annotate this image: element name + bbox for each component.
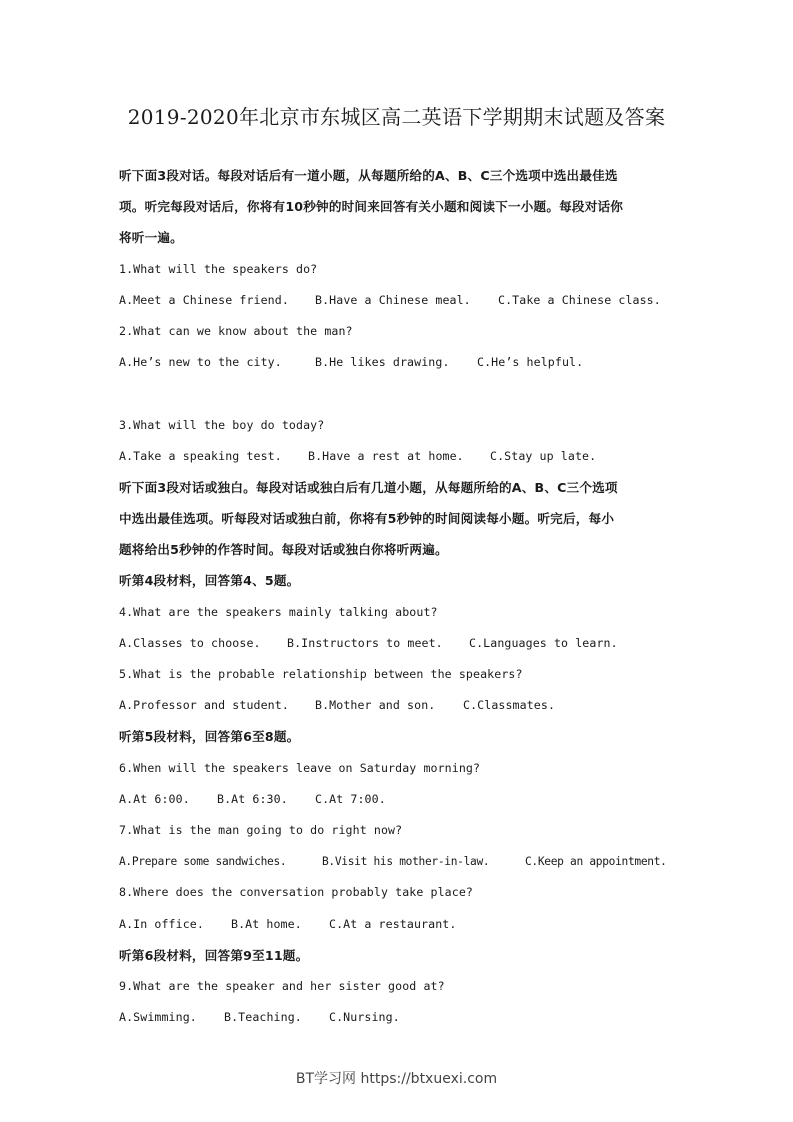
question-2-options	[119, 347, 679, 378]
blank-line	[119, 378, 679, 409]
question-8-option-a: A.In office.	[119, 916, 204, 931]
question-4-option-b: B.Instructors to meet.	[287, 635, 443, 650]
question-6-option-a: A.At 6:00.	[119, 791, 190, 806]
question-4-option-c: C.Languages to learn.	[469, 635, 618, 650]
section2-instruction-line-1: 听下面3段对话或独白。每段对话或独白后有几道小题，从每题所给的A、B、C三个选项	[119, 479, 618, 495]
section2-instruction-line-2: 中选出最佳选项。听每段对话或独白前，你将有5秒钟的时间阅读每小题。听完后，每小	[119, 511, 615, 527]
question-3-options	[119, 441, 679, 472]
question-6: 6.When will the speakers leave on Saturday morning?	[119, 760, 481, 775]
question-4-options	[119, 628, 679, 659]
question-1-option-b: B.Have a Chinese meal.	[315, 292, 471, 307]
question-9-option-c: C.Nursing.	[329, 1010, 400, 1025]
question-5-options	[119, 690, 679, 721]
question-2: 2.What can we know about the man?	[119, 323, 353, 338]
question-3-option-c: C.Stay up late.	[490, 448, 597, 463]
question-6-options	[119, 784, 679, 815]
question-1-options	[119, 285, 679, 316]
section2-instruction-line-3: 题将给出5秒钟的作答时间。每段对话或独白你将听两遍。	[119, 542, 448, 558]
question-2-option-a: A.He’s new to the city.	[119, 355, 282, 370]
section1-instruction-line-2: 项。听完每段对话后，你将有10秒钟的时间来回答有关小题和阅读下一小题。每段对话你	[119, 199, 624, 215]
question-7: 7.What is the man going to do right now?	[119, 822, 403, 837]
question-5-option-a: A.Professor and student.	[119, 698, 289, 713]
question-1: 1.What will the speakers do?	[119, 261, 318, 276]
question-4-option-a: A.Classes to choose.	[119, 635, 261, 650]
question-7-option-c: C.Keep an appointment.	[525, 855, 667, 869]
footer-watermark: BT学习网 https://btxuexi.com	[295, 1071, 498, 1087]
question-6-option-b: B.At 6:30.	[217, 791, 288, 806]
page-title: 2019-2020年北京市东城区高二英语下学期期末试题及答案	[127, 105, 666, 129]
question-7-option-a: A.Prepare some sandwiches.	[119, 855, 287, 869]
material-5-heading: 听第5段材料，回答第6至8题。	[119, 729, 300, 745]
question-9: 9.What are the speaker and her sister good at?	[119, 978, 445, 993]
question-8: 8.Where does the conversation probably take place?	[119, 885, 474, 900]
section1-instruction-line-3: 将听一遍。	[119, 230, 183, 246]
question-9-option-b: B.Teaching.	[224, 1010, 302, 1025]
question-2-option-c: C.He’s helpful.	[477, 355, 584, 370]
question-6-option-c: C.At 7:00.	[315, 791, 386, 806]
question-8-options	[119, 909, 679, 940]
question-5-option-c: C.Classmates.	[463, 698, 556, 713]
question-3-option-a: A.Take a speaking test.	[119, 448, 282, 463]
question-5: 5.What is the probable relationship between the speakers?	[119, 667, 523, 681]
material-4-heading: 听第4段材料，回答第4、5题。	[119, 573, 300, 589]
question-7-options	[119, 846, 679, 877]
question-2-option-b: B.He likes drawing.	[315, 355, 450, 370]
question-3-option-b: B.Have a rest at home.	[308, 448, 464, 463]
question-7-option-b: B.Visit his mother-in-law.	[322, 855, 490, 869]
document-body	[119, 160, 679, 1033]
question-1-option-a: A.Meet a Chinese friend.	[119, 292, 289, 307]
question-9-option-a: A.Swimming.	[119, 1010, 197, 1025]
question-9-options	[119, 1002, 679, 1033]
question-3: 3.What will the boy do today?	[119, 417, 325, 432]
question-1-option-c: C.Take a Chinese class.	[498, 292, 661, 307]
question-8-option-c: C.At a restaurant.	[329, 916, 457, 931]
question-4: 4.What are the speakers mainly talking about?	[119, 604, 438, 619]
material-6-heading: 听第6段材料，回答第9至11题。	[119, 947, 309, 963]
question-5-option-b: B.Mother and son.	[315, 698, 436, 713]
section1-instruction-line-1: 听下面3段对话。每段对话后有一道小题，从每题所给的A、B、C三个选项中选出最佳选	[119, 168, 618, 183]
question-8-option-b: B.At home.	[231, 916, 302, 931]
